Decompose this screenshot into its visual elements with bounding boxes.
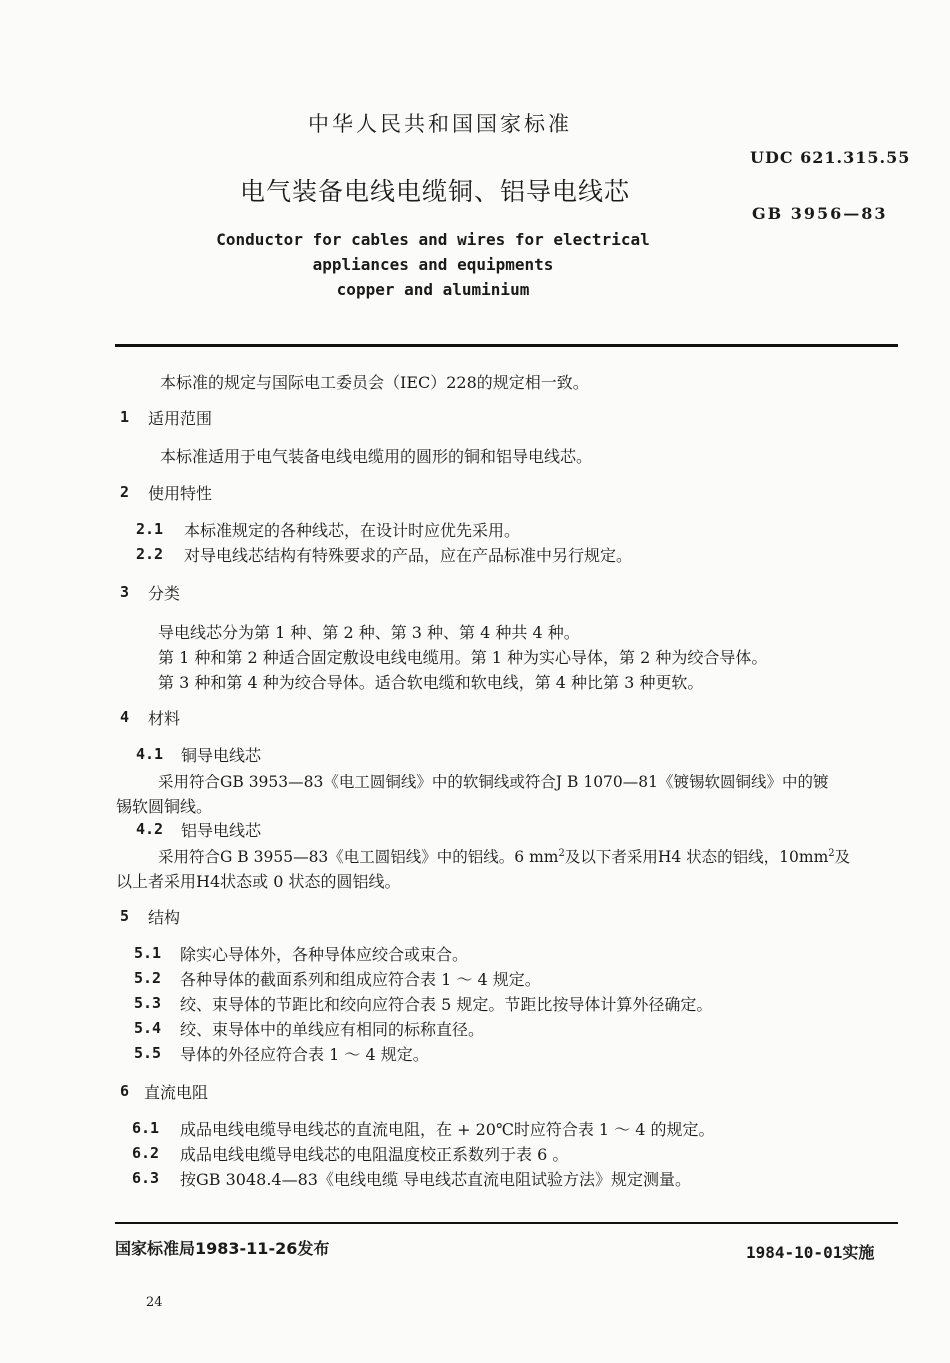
clause-6-1-number: 6.1 — [132, 1119, 160, 1137]
clause-2-1-number: 2.1 — [136, 520, 164, 538]
clause-4-2-line-1 — [158, 845, 850, 867]
section-3-line-3: 第 3 种和第 4 种为绞合导体。适合软电缆和软电线，第 4 种比第 3 种更软。 — [158, 673, 704, 692]
section-4-title: 材料 — [148, 709, 181, 728]
document-title-cn: 电气装备电线电缆铜、铝导电线芯 — [239, 177, 630, 206]
clause-4-2-number: 4.2 — [136, 820, 164, 838]
clause-4-1-line-1: 采用符合GB 3953—83《电工圆铜线》中的软铜线或符合J B 1070—81《镀锡软圆铜线》中的镀 — [158, 773, 829, 791]
clause-5-3-number: 5.3 — [134, 994, 162, 1012]
section-5-title: 结构 — [148, 908, 181, 927]
clause-4-2-line-1-part-a: 采用符合G B 3955—83《电工圆铝线》中的铝线。6 mm — [158, 848, 559, 866]
page-number: 24 — [146, 1295, 163, 1310]
gb-number: GB 3956—83 — [752, 204, 888, 223]
clause-2-2-number: 2.2 — [136, 545, 164, 563]
section-2-title: 使用特性 — [148, 484, 213, 503]
document-title-en-line-1: Conductor for cables and wires for electrical — [216, 230, 650, 249]
clause-2-1-text: 本标准规定的各种线芯，在设计时应优先采用。 — [184, 521, 521, 540]
clause-4-2-title: 铝导电线芯 — [181, 821, 262, 840]
clause-6-2-number: 6.2 — [132, 1144, 160, 1162]
header-divider — [115, 344, 898, 347]
section-1-number: 1 — [120, 408, 130, 426]
footer-divider — [115, 1222, 898, 1224]
clause-6-2-text: 成品电线电缆导电线芯的电阻温度校正系数列于表 6 。 — [180, 1145, 569, 1164]
clause-5-1-text: 除实心导体外，各种导体应绞合或束合。 — [180, 945, 469, 964]
section-2-number: 2 — [120, 483, 130, 501]
effective-date: 1984-10-01实施 — [746, 1243, 875, 1262]
intro-text: 本标准的规定与国际电工委员会（IEC）228的规定相一致。 — [160, 373, 589, 392]
clause-4-2-line-1-part-c: 及 — [834, 848, 851, 866]
issue-date: 国家标准局1983-11-26发布 — [115, 1239, 330, 1258]
section-1-text: 本标准适用于电气装备电线电缆用的圆形的铜和铝导电线芯。 — [160, 447, 593, 466]
section-3-line-1: 导电线芯分为第 1 种、第 2 种、第 3 种、第 4 种共 4 种。 — [158, 623, 580, 642]
superscript-2-a: 2 — [558, 847, 565, 859]
clause-4-1-line-2: 锡软圆铜线。 — [116, 797, 213, 816]
section-3-number: 3 — [120, 583, 130, 601]
clause-2-2-text: 对导电线芯结构有特殊要求的产品，应在产品标准中另行规定。 — [184, 546, 633, 565]
clause-6-1-text: 成品电线电缆导电线芯的直流电阻，在 + 20℃时应符合表 1 ～ 4 的规定。 — [180, 1120, 715, 1139]
section-6-title: 直流电阻 — [144, 1083, 209, 1102]
clause-5-5-text: 导体的外径应符合表 1 ～ 4 规定。 — [180, 1045, 429, 1064]
section-3-line-2: 第 1 种和第 2 种适合固定敷设电线电缆用。第 1 种为实心导体，第 2 种为绞合导体。 — [158, 648, 768, 667]
document-title-en-line-3: copper and aluminium — [336, 280, 530, 299]
clause-5-2-number: 5.2 — [134, 969, 162, 987]
section-1-title: 适用范围 — [148, 409, 213, 428]
clause-4-1-title: 铜导电线芯 — [181, 746, 262, 765]
clause-4-2-line-2: 以上者采用H4状态或 0 状态的圆铝线。 — [116, 872, 401, 891]
clause-6-3-number: 6.3 — [132, 1169, 160, 1187]
clause-4-1-number: 4.1 — [136, 745, 164, 763]
section-6-number: 6 — [120, 1082, 130, 1100]
clause-5-2-text: 各种导体的截面系列和组成应符合表 1 ～ 4 规定。 — [180, 970, 541, 989]
clause-5-3-text: 绞、束导体的节距比和绞向应符合表 5 规定。节距比按导体计算外径确定。 — [180, 995, 713, 1014]
clause-5-4-text: 绞、束导体中的单线应有相同的标称直径。 — [180, 1020, 485, 1039]
superscript-2-b: 2 — [828, 847, 835, 859]
udc-code: UDC 621.315.55 — [750, 148, 911, 167]
section-4-number: 4 — [120, 708, 130, 726]
document-title-en-line-2: appliances and equipments — [312, 255, 554, 274]
clause-5-4-number: 5.4 — [134, 1019, 162, 1037]
clause-5-5-number: 5.5 — [134, 1044, 162, 1062]
clause-6-3-text: 按GB 3048.4—83《电线电缆 导电线芯直流电阻试验方法》规定测量。 — [180, 1170, 692, 1189]
national-standard-heading: 中华人民共和国国家标准 — [308, 112, 572, 136]
clause-5-1-number: 5.1 — [134, 944, 162, 962]
section-3-title: 分类 — [148, 584, 181, 603]
section-5-number: 5 — [120, 907, 130, 925]
clause-4-2-line-1-part-b: 及以下者采用H4 状态的铝线，10mm — [564, 848, 829, 866]
